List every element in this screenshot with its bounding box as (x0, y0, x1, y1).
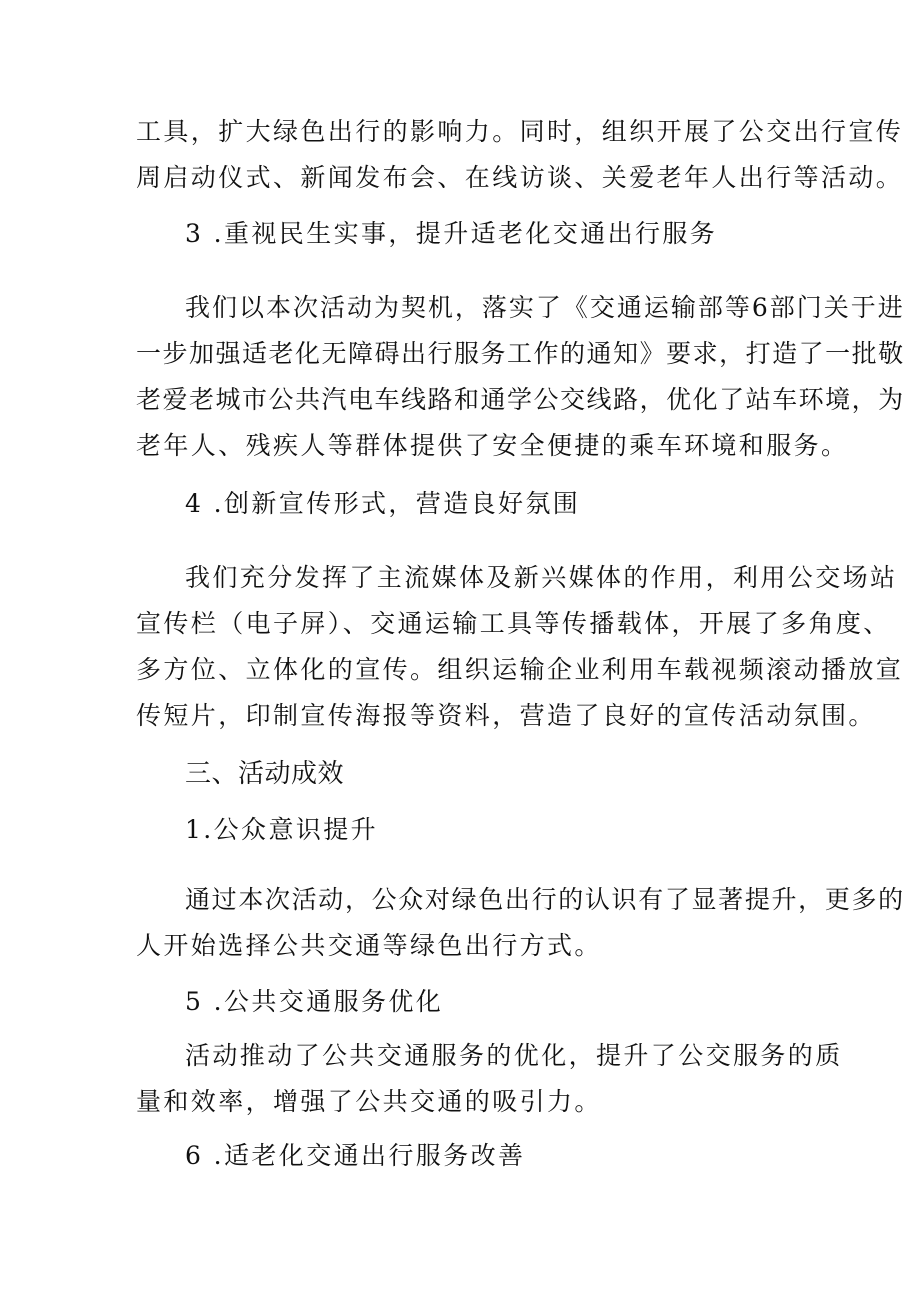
numbered-item-heading: 5 .公共交通服务优化 (185, 987, 444, 1016)
body-text-line: 老年人、残疾人等群体提供了安全便捷的乘车环境和服务。 (136, 431, 849, 460)
body-text-line: 我们充分发挥了主流媒体及新兴媒体的作用，利用公交场站 (185, 563, 898, 592)
body-text-line: 宣传栏（电子屏）、交通运输工具等传播载体，开展了多角度、 (136, 609, 891, 638)
body-text-line: 我们以本次活动为契机，落实了《交通运输部等6部门关于进 (185, 293, 905, 322)
numbered-item-heading: 1.公众意识提升 (185, 815, 379, 844)
body-text-line: 传短片，印制宣传海报等资料，营造了良好的宣传活动氛围。 (136, 701, 876, 730)
body-text-line: 通过本次活动，公众对绿色出行的认识有了显著提升，更多的 (185, 885, 905, 914)
body-text-line: 多方位、立体化的宣传。组织运输企业利用车载视频滚动播放宣 (136, 655, 904, 684)
numbered-item-heading: 6 .适老化交通出行服务改善 (185, 1141, 526, 1170)
body-text-line: 老爱老城市公共汽电车线路和通学公交线路，优化了站车环境，为 (136, 385, 905, 414)
body-text-line: 人开始选择公共交通等绿色出行方式。 (136, 931, 602, 960)
numbered-item-heading: 4 .创新宣传形式，营造良好氛围 (185, 489, 581, 518)
section-heading: 三、活动成效 (185, 759, 345, 789)
body-text-line: 周启动仪式、新闻发布会、在线访谈、关爱老年人出行等活动。 (136, 163, 904, 192)
numbered-item-heading: 3 .重视民生实事，提升适老化交通出行服务 (185, 219, 718, 248)
body-text-line: 活动推动了公共交通服务的优化，提升了公交服务的质 (185, 1041, 843, 1070)
body-text-line: 一步加强适老化无障碍出行服务工作的通知》要求，打造了一批敬 (136, 339, 905, 368)
body-text-line: 工具，扩大绿色出行的影响力。同时，组织开展了公交出行宣传 (136, 117, 904, 146)
body-text-line: 量和效率，增强了公共交通的吸引力。 (136, 1087, 602, 1116)
